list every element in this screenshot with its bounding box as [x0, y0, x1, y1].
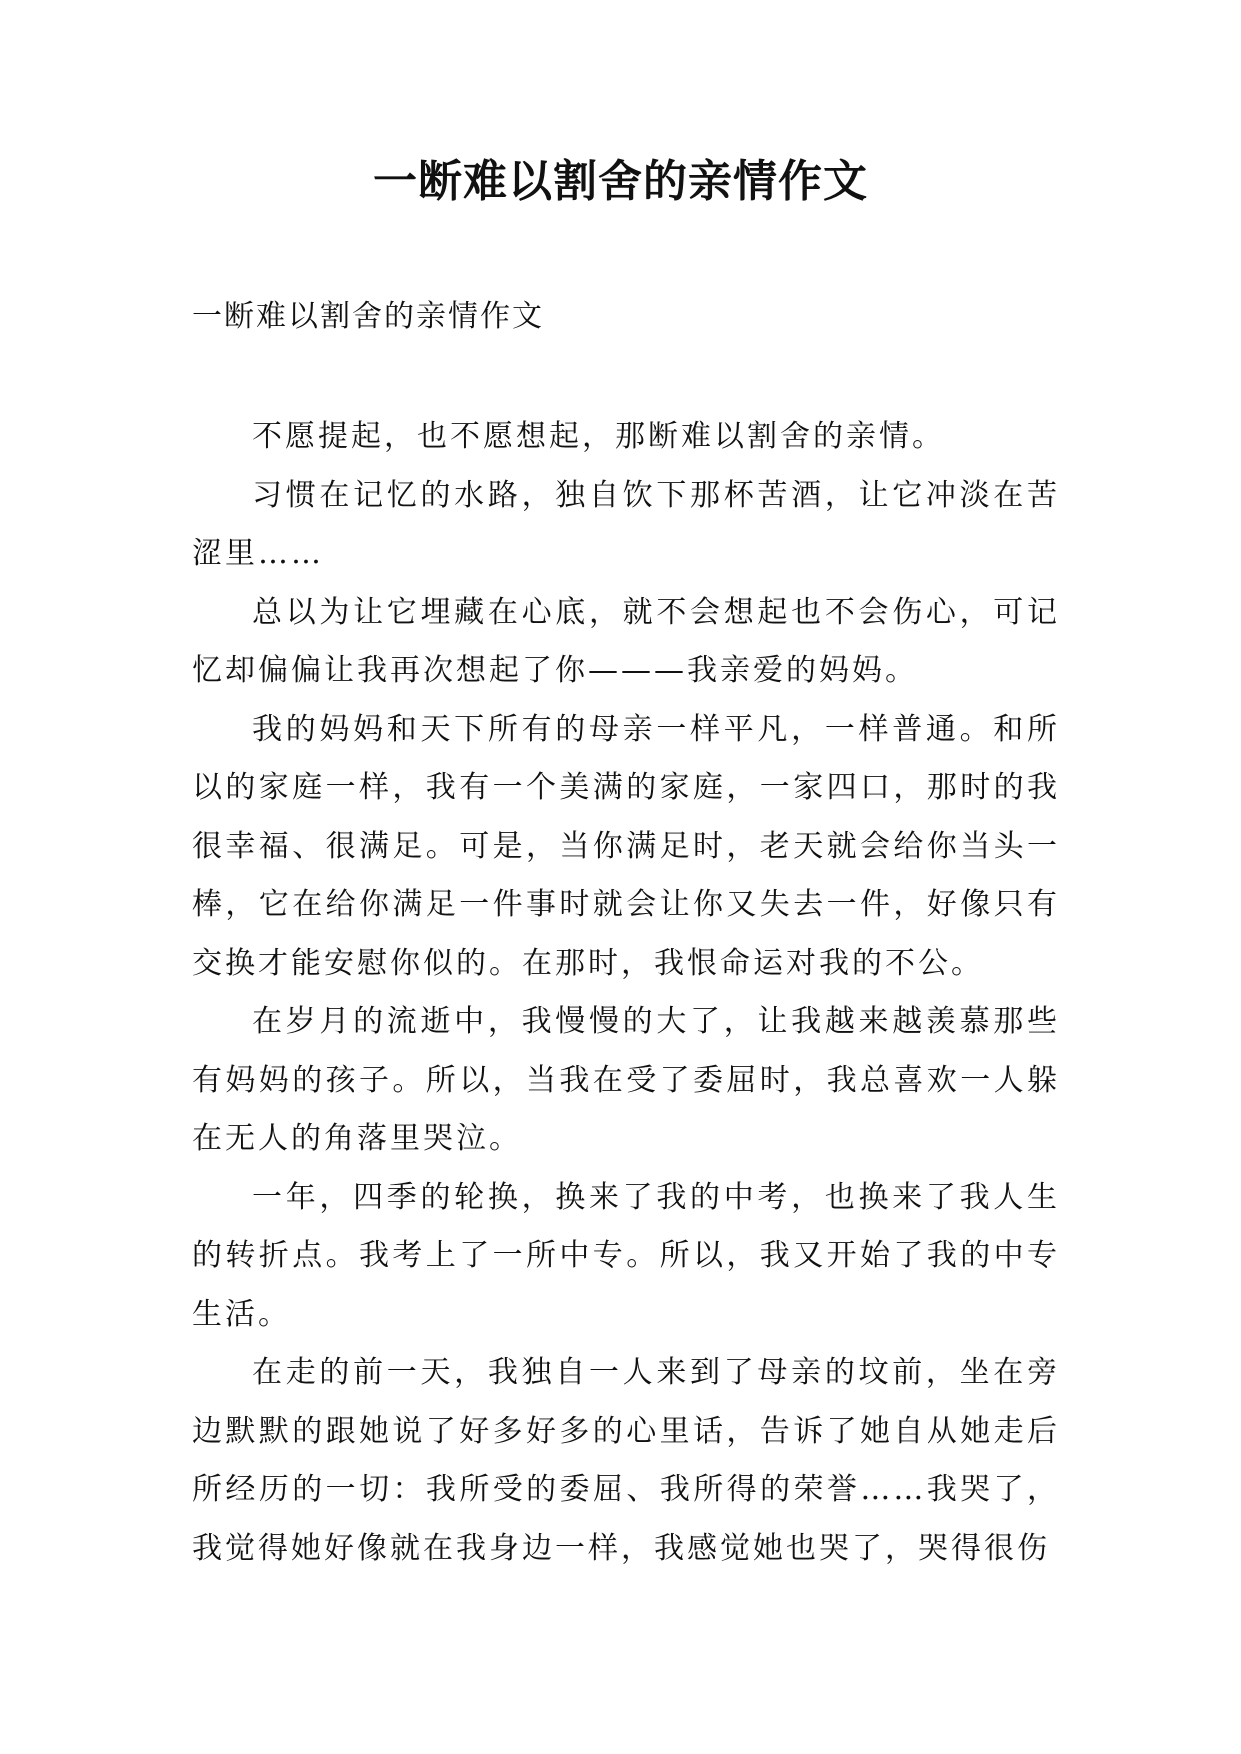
paragraph: 习惯在记忆的水路，独自饮下那杯苦酒，让它冲淡在苦涩里……: [192, 477, 1060, 571]
paragraph: 不愿提起，也不愿想起，那断难以割舍的亲情。: [252, 419, 945, 454]
paragraph: 总以为让它埋藏在心底，就不会想起也不会伤心，可记忆却偏偏让我再次想起了你———我亲爱的妈妈。: [192, 594, 1060, 688]
paragraph: 在走的前一天，我独自一人来到了母亲的坟前，坐在旁边默默的跟她说了好多好多的心里话，告诉了她自从她走后所经历的一切：我所受的委屈、我所得的荣誉……我哭了，我觉得她好像就在我身边一样，我感觉她也哭了，哭得很伤: [192, 1355, 1060, 1566]
document-title: 一断难以割舍的亲情作文: [373, 156, 868, 207]
paragraph: 我的妈妈和天下所有的母亲一样平凡，一样普通。和所以的家庭一样，我有一个美满的家庭，一家四口，那时的我很幸福、很满足。可是，当你满足时，老天就会给你当头一棒，它在给你满足一件事时就会让你又失去一件，好像只有交换才能安慰你似的。在那时，我恨命运对我的不公。: [192, 711, 1060, 981]
document-subtitle: 一断难以割舍的亲情作文: [192, 299, 544, 334]
paragraph: 一年，四季的轮换，换来了我的中考，也换来了我人生的转折点。我考上了一所中专。所以，我又开始了我的中专生活。: [192, 1179, 1060, 1332]
document-body: [192, 408, 1060, 1578]
paragraph: 在岁月的流逝中，我慢慢的大了，让我越来越羡慕那些有妈妈的孩子。所以，当我在受了委屈时，我总喜欢一人躲在无人的角落里哭泣。: [192, 1004, 1060, 1156]
